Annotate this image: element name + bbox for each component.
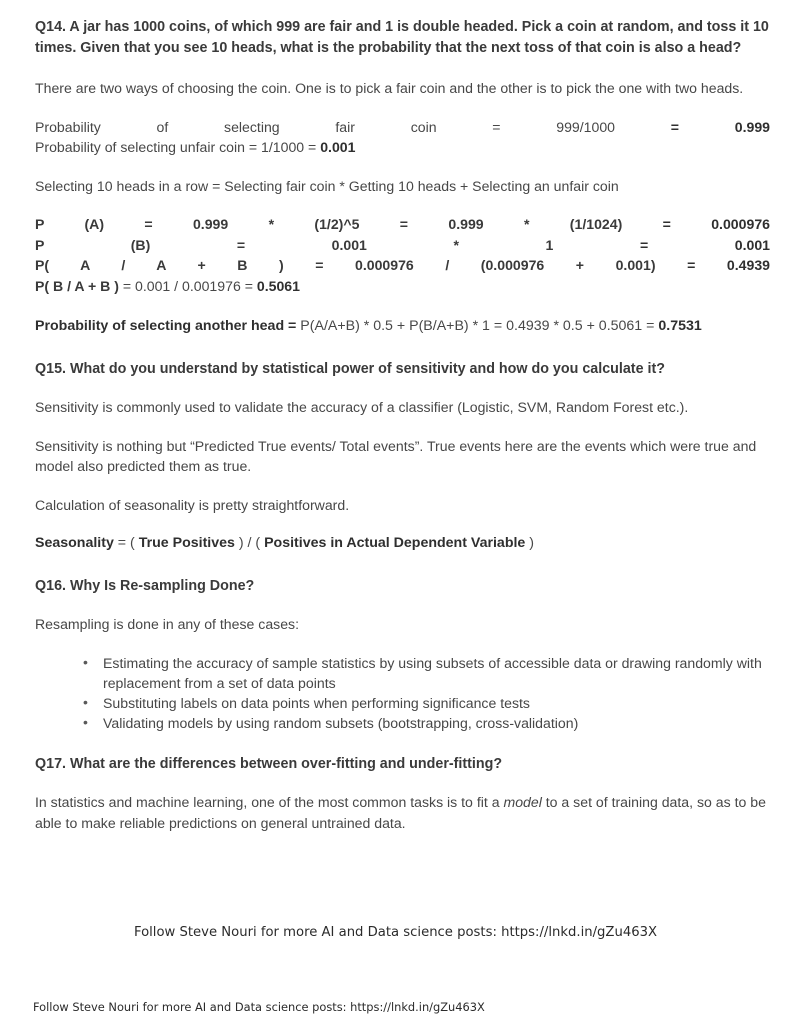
q14-final-answer-line [35, 316, 770, 337]
seasonality-label: Seasonality [35, 535, 114, 551]
q14-unfair-coin-text: Probability of selecting unfair coin = 1/1000 = [35, 139, 321, 155]
spacer [35, 596, 770, 614]
q14-unfair-coin-value: 0.001 [320, 139, 356, 155]
q14-fair-coin-text: Probability of selecting fair coin = 999/1000 [35, 118, 616, 135]
q17-paragraph [35, 792, 770, 833]
spacer [35, 774, 770, 792]
seasonality-operator-3: ) [525, 535, 534, 551]
spacer [35, 99, 770, 117]
q14-intro-paragraph: There are two ways of choosing the coin. One is to pick a fair coin and the other is to pick the one with two heads. [35, 80, 744, 96]
spacer [35, 635, 770, 653]
list-item: • Validating models by using random subsets (bootstrapping, cross-validation) [83, 713, 770, 733]
q15-paragraph-1: Sensitivity is commonly used to validate the accuracy of a classifier (Logistic, SVM, Random Forest etc.). [35, 399, 689, 415]
spacer [35, 158, 770, 176]
question-heading-q16: Q16. Why Is Re-sampling Done? [35, 577, 255, 594]
document-content [35, 17, 770, 833]
q14-calc-pa-over-result: = 0.4939 [687, 257, 770, 273]
footer-bottom-credit: Follow Steve Nouri for more AI and Data science posts: https://lnkd.in/gZu463X [33, 1000, 485, 1014]
q14-calc-pa-result: = 0.000976 [662, 216, 770, 232]
spacer [35, 515, 770, 533]
q14-selecting-heads-line: Selecting 10 heads in a row = Selecting fair coin * Getting 10 heads + Selecting an unfair coin [35, 177, 619, 194]
q15-paragraph-3: Calculation of seasonality is pretty straightforward. [35, 496, 350, 513]
q14-calc-pb-over-result: 0.5061 [256, 277, 300, 294]
spacer [35, 554, 770, 576]
spacer [35, 734, 770, 754]
list-item: • Estimating the accuracy of sample statistics by using subsets of accessible data or drawing randomly with replacement from a set of data points [83, 653, 770, 694]
spacer [35, 418, 770, 436]
q17-text-before-italic: In statistics and machine learning, one of the most common tasks is to fit a [35, 794, 504, 811]
spacer [35, 196, 770, 214]
q14-final-answer-body: P(A/A+B) * 0.5 + P(B/A+B) * 1 = 0.4939 * 0.5 + 0.5061 = [300, 318, 659, 334]
footer-center-credit: Follow Steve Nouri for more AI and Data science posts: https://lnkd.in/gZu463X [133, 925, 658, 940]
list-item: • Substituting labels on data points when performing significance tests [83, 693, 770, 713]
seasonality-term-1: True Positives [138, 535, 235, 551]
q14-fair-coin-line [35, 117, 770, 138]
spacer [35, 477, 770, 495]
spacer [35, 337, 770, 359]
q14-calc-pa-expression: P (A) = 0.999 * (1/2)^5 = 0.999 * (1/1024) [35, 216, 623, 232]
q17-italic-term: model [503, 794, 542, 811]
q17-text-after-italic: to a set of training data, so as to be able to make reliable predictions on general untrained data. [35, 794, 766, 831]
q14-final-answer-result: 0.7531 [658, 318, 702, 334]
q15-seasonality-formula [35, 533, 770, 554]
q14-calc-pb-expression: P (B) = 0.001 * 1 [35, 236, 554, 253]
q15-paragraph-2: Sensitivity is nothing but “Predicted True events/ Total events”. True events here are the events which were true and model also predicted them as true. [35, 437, 757, 474]
q14-calc-pb-over-label: P( B / A + B ) [35, 277, 119, 294]
q14-calc-pb-over-line [35, 276, 770, 297]
q14-final-answer-label: Probability of selecting another head = [35, 318, 301, 334]
q14-calc-pb-over-body: = 0.001 / 0.001976 = [118, 277, 257, 294]
q14-calc-pa-line [35, 214, 770, 235]
q16-bullet-list [35, 653, 770, 734]
q14-calc-pa-over-line [35, 255, 770, 276]
q16-intro-paragraph: Resampling is done in any of these cases: [35, 616, 300, 632]
spacer [35, 58, 770, 78]
q14-unfair-coin-line [35, 137, 770, 158]
seasonality-operator-1: = ( [113, 535, 139, 551]
q14-calc-pa-over-expression: P( A / A + B ) = 0.000976 / (0.000976 + 0.001) [35, 257, 656, 273]
q14-fair-coin-value: = 0.999 [670, 118, 770, 135]
spacer [35, 379, 770, 397]
seasonality-operator-2: ) / ( [234, 535, 265, 551]
seasonality-term-2: Positives in Actual Dependent Variable [264, 535, 526, 551]
question-heading-q14: Q14. A jar has 1000 coins, of which 999 are fair and 1 is double headed. Pick a coin at random, and toss it 10 times. Given that you see 10 heads, what is the probability that the next toss of that coin is also a head? [35, 19, 769, 56]
spacer [35, 296, 770, 316]
q14-calc-pb-line [35, 235, 770, 256]
q14-calc-pb-result: = 0.001 [639, 236, 770, 253]
question-heading-q17: Q17. What are the differences between over-fitting and under-fitting? [35, 755, 503, 772]
question-heading-q15: Q15. What do you understand by statistical power of sensitivity and how do you calculate it? [35, 360, 665, 377]
